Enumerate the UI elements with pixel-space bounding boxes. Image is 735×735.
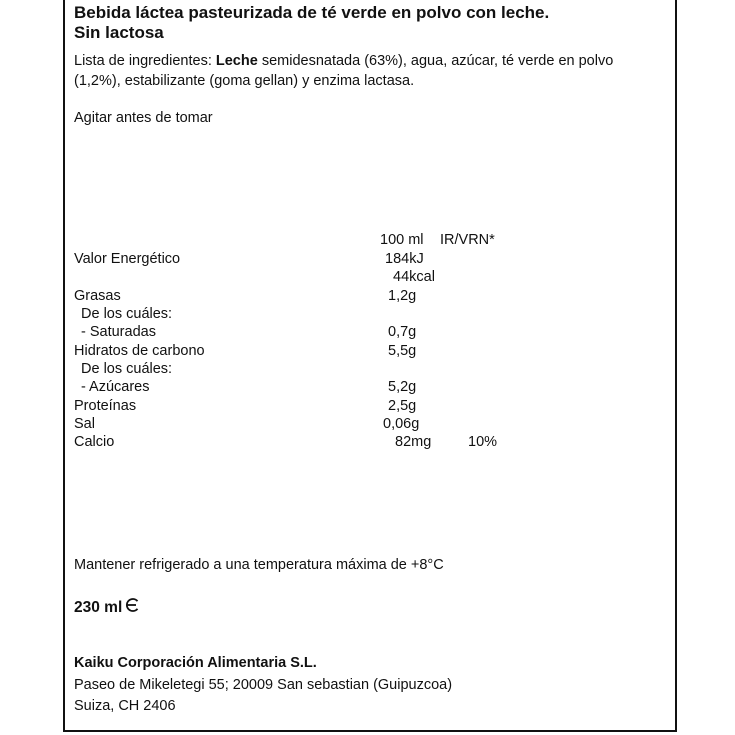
nutrition-row-label: Proteínas xyxy=(74,398,137,414)
company-country: Suiza, CH 2406 xyxy=(74,698,176,714)
nutrition-row-label: Hidratos de carbono xyxy=(74,343,205,359)
nutrition-row-label: Calcio xyxy=(74,434,115,450)
ingredients-label: Lista de ingredientes: xyxy=(74,53,216,69)
nutrition-row-value: 5,5g xyxy=(388,343,417,359)
ingredients-list xyxy=(74,51,634,91)
ingredients-rest: semidesnatada (63%), agua, azúcar, té verde en polvo (1,2%), estabilizante (goma gellan) y enzima lactasa. xyxy=(74,53,614,89)
nutrition-row-label: De los cuáles: xyxy=(81,306,173,322)
nutrition-row-value: 44kcal xyxy=(393,269,435,285)
nutrition-row-value: 5,2g xyxy=(388,379,417,395)
nutrition-row-label: De los cuáles: xyxy=(81,361,173,377)
ingredients-highlight: Leche xyxy=(215,53,258,69)
nutrition-row-value: 184kJ xyxy=(385,251,424,267)
nutrition-row-value: 0,06g xyxy=(383,416,420,432)
nutrition-row-value: 0,7g xyxy=(388,324,417,340)
company-address: Paseo de Mikeletegi 55; 20009 San sebastian (Guipuzcoa) xyxy=(74,677,453,693)
product-title-line2: Sin lactosa xyxy=(74,23,164,42)
shake-instruction: Agitar antes de tomar xyxy=(74,110,213,126)
nutrition-col-100ml: 100 ml xyxy=(380,232,424,248)
volume-line xyxy=(74,597,140,618)
e-mark-icon xyxy=(124,597,140,613)
company-name: Kaiku Corporación Alimentaria S.L. xyxy=(74,655,317,671)
product-title-line1: Bebida láctea pasteurizada de té verde en polvo con leche. xyxy=(74,3,550,22)
storage-instruction: Mantener refrigerado a una temperatura máxima de +8°C xyxy=(74,557,444,573)
nutrition-row-label: Valor Energético xyxy=(74,251,181,267)
nutrition-row-label: - Azúcares xyxy=(81,379,150,395)
nutrition-row-label: Grasas xyxy=(74,288,121,304)
nutrition-row-value: 2,5g xyxy=(388,398,417,414)
nutrition-row-value: 1,2g xyxy=(388,288,417,304)
nutrition-row-ir: 10% xyxy=(468,434,498,450)
net-volume: 230 ml xyxy=(74,599,123,616)
nutrition-row-label: Sal xyxy=(74,416,95,432)
nutrition-col-ir: IR/VRN* xyxy=(440,232,495,248)
nutrition-row-value: 82mg xyxy=(395,434,432,450)
nutrition-row-label: - Saturadas xyxy=(81,324,156,340)
